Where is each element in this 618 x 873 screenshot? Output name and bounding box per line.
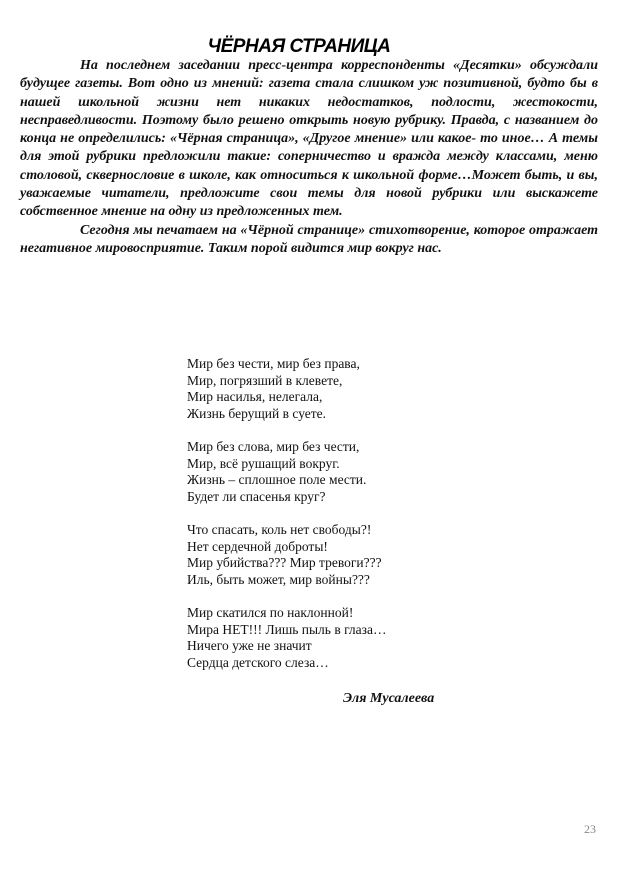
poem-stanza <box>187 605 386 671</box>
poem-line: Мир, погрязший в клевете, <box>187 372 343 388</box>
poem-line: Нет сердечной доброты! <box>187 538 328 554</box>
poem-line: Что спасать, коль нет свободы?! <box>187 521 372 537</box>
intro-text <box>20 57 598 258</box>
poem-line: Мир без чести, мир без права, <box>187 356 360 371</box>
poem-line: Мир без слова, мир без чести, <box>187 438 360 454</box>
poem-stanza <box>187 439 386 505</box>
poem-line: Мир убийства??? Мир тревоги??? <box>187 555 382 571</box>
poem-line: Ничего уже не значит <box>187 638 312 654</box>
page-number: 23 <box>584 822 596 836</box>
poem-line: Мир, всё рушащий вокруг. <box>187 455 340 471</box>
poem-line: Сердца детского слеза… <box>187 654 329 670</box>
poem-stanza <box>187 522 386 588</box>
poem-line: Жизнь – сплошное поле мести. <box>187 472 367 488</box>
poem-line: Будет ли спасенья круг? <box>187 488 326 504</box>
poem-line: Мир насилья, нелегала, <box>187 389 323 405</box>
author-name: Эля Мусалеева <box>343 691 435 706</box>
poem-line: Иль, быть может, мир войны??? <box>187 571 370 587</box>
intro-paragraph: На последнем заседании пресс-центра корреспонденты «Десятки» обсуждали будущее газеты. Вот одно из мнений: газета стала слишком уж позитивной, будто бы в нашей школьной жизни нет никаких недостатков, подлости, жестокости, несправедливости. Поэтому было решено открыть новую рубрику. Правда, с названием до конца не определились: «Чёрная страница», «Другое мнение» или какое- то иное… А темы для этой рубрики предложили такие: соперничество и вражда между классами, меню столовой, сквернословие в школе, как относиться к школьной форме…Может быть, и вы, уважаемые читатели, предложите свои темы для новой рубрики или выскажете собственное мнение на одну из предложенных тем. <box>20 58 598 220</box>
page-title: ЧЁРНАЯ СТРАНИЦА <box>207 36 391 57</box>
poem-line: Мир скатился по наклонной! <box>187 604 354 620</box>
intro-paragraph: Сегодня мы печатаем на «Чёрной странице» стихотворение, которое отражает негативное мировосприятие. Таким порой видится мир вокруг нас. <box>20 222 598 256</box>
poem-line: Мира НЕТ!!! Лишь пыль в глаза… <box>187 621 387 637</box>
poem-line: Жизнь берущий в суете. <box>187 405 327 421</box>
poem-stanza <box>187 356 386 422</box>
poem <box>187 356 386 688</box>
